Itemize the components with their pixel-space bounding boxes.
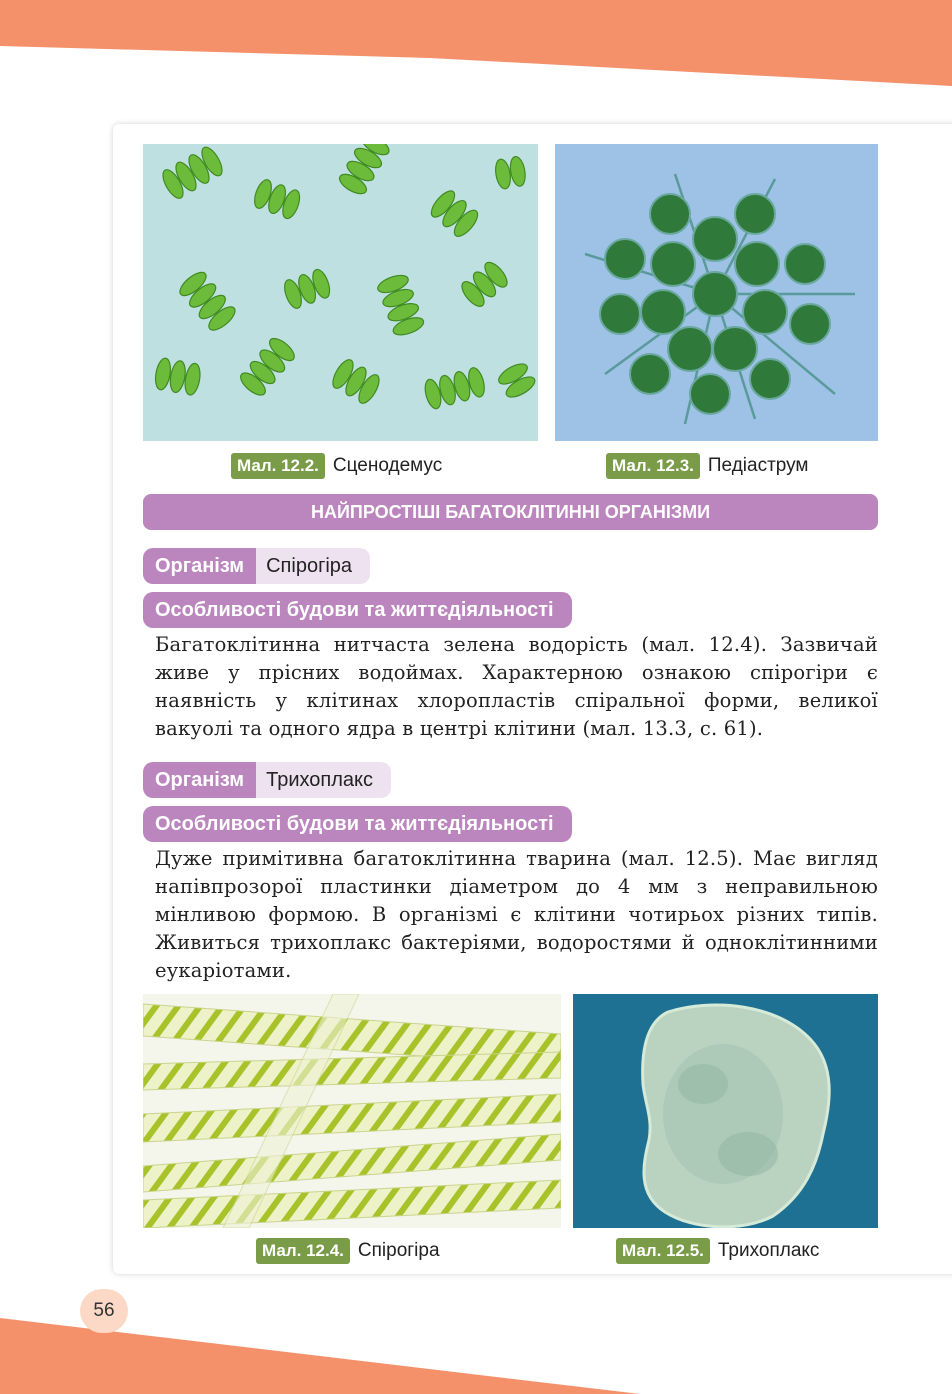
figure-12-5-caption: [616, 1238, 819, 1264]
organism-label: Організм: [143, 548, 256, 584]
organism-row-1: [143, 548, 370, 584]
organism-description-2: Дуже примітивна багатоклітинна тварина (мал. 12.5). Має вигляд напівпрозорої пластинки діаметром до 4 мм з неправильною мінливою формою. В організмі є клітини чотирьох різних типів. Живиться трихоплакс бактеріями, водоростями й одноклітинними еукаріотами.: [155, 847, 878, 982]
figure-badge: Мал. 12.4.: [256, 1238, 350, 1264]
organism-row-2: [143, 762, 391, 798]
figure-12-4-caption: [256, 1238, 440, 1264]
figure-badge: Мал. 12.5.: [616, 1238, 710, 1264]
figure-title: Спірогіра: [357, 1240, 440, 1261]
trichoplax-image: [573, 994, 878, 1228]
scenedesmus-image: [143, 144, 538, 441]
top-orange-stripe: [0, 0, 952, 86]
organism-description-1: Багатоклітинна нитчаста зелена водорість (мал. 12.4). Зазвичай живе у прісних водоймах. Характерною ознакою спірогіри є наявність у клітинах хлоропластів спіральної форми, великої вакуолі та одного ядра в центрі клітини (мал. 13.3, с. 61).: [155, 633, 878, 740]
figure-title: Трихоплакс: [717, 1240, 820, 1261]
figure-badge: Мал. 12.2.: [231, 453, 325, 479]
page-number: 56: [80, 1289, 128, 1333]
organism-label: Організм: [143, 762, 256, 798]
scenedesmus-photo: [143, 144, 538, 441]
organism-name: Спірогіра: [256, 548, 370, 584]
features-heading-2: Особливості будови та життєдіяльності: [143, 806, 572, 842]
spirogyra-image: [143, 994, 561, 1228]
figure-title: Педіаструм: [707, 455, 809, 476]
figure-title: Сценодемус: [332, 455, 443, 476]
figure-badge: Мал. 12.3.: [606, 453, 700, 479]
figure-12-3-caption: [606, 453, 808, 479]
figure-12-2-caption: [231, 453, 442, 479]
spirogyra-photo: [143, 994, 561, 1228]
trichoplax-photo: [573, 994, 878, 1228]
pediastrum-image: [555, 144, 878, 441]
features-heading-1: Особливості будови та життєдіяльності: [143, 592, 572, 628]
organism-name: Трихоплакс: [256, 762, 391, 798]
pediastrum-photo: [555, 144, 878, 441]
section-title-banner: НАЙПРОСТІШІ БАГАТОКЛІТИННІ ОРГАНІЗМИ: [143, 494, 878, 530]
